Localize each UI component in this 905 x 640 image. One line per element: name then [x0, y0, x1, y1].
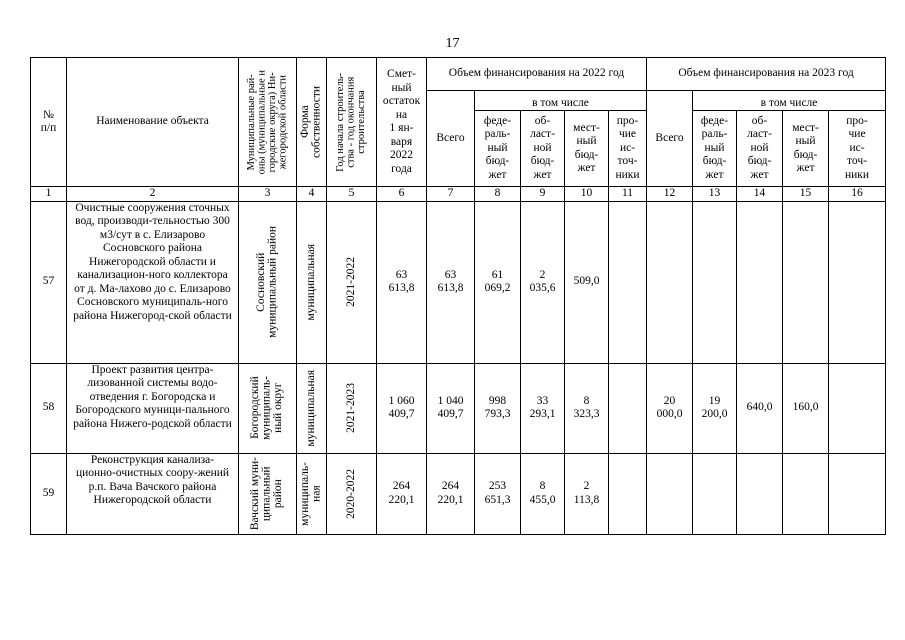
page-number: 17 [445, 36, 460, 51]
object-name: Очистные сооружения сточных вод, производи-тельностью 300 м3/сут в с. Елизарово Сосновского района Нижегородской области и канализацион-ного коллектора от д. Ма-лахово до с. Елизарово Сосновского муниципаль-ного района Нижегород-ской области [67, 201, 239, 363]
ownership-cell [297, 453, 327, 534]
col-num-12: 12 [647, 187, 693, 202]
local-2023-value: 160,0 [783, 363, 829, 453]
federal-2023-value [693, 453, 737, 534]
years-cell [327, 453, 377, 534]
federal-2023-value [693, 201, 737, 363]
other-2022-value [609, 363, 647, 453]
total-2023-value: 20 000,0 [647, 363, 693, 453]
years-cell [327, 201, 377, 363]
header-federal-2023-text: феде- раль- ный бюд- жет [700, 114, 729, 181]
table-row [31, 201, 886, 363]
remainder-value: 264 220,1 [377, 453, 427, 534]
object-name: Проект развития центра-лизованной системы водо-отведения г. Богородска и Богородского муници-пального района Нижего-родской области [67, 363, 239, 453]
federal-2023-value: 19 200,0 [693, 363, 737, 453]
regional-2023-value: 640,0 [737, 363, 783, 453]
header-num [31, 58, 67, 187]
federal-2022-value: 61 069,2 [475, 201, 521, 363]
ownership-text: муниципальная [304, 369, 317, 447]
header-regional-2022-text: об- ласт- ной бюд- жет [530, 114, 555, 181]
federal-2022-value: 998 793,3 [475, 363, 521, 453]
header-districts [239, 58, 297, 187]
col-num-13: 13 [693, 187, 737, 202]
years-cell [327, 363, 377, 453]
header-other-2023 [829, 111, 886, 187]
regional-2023-value [737, 201, 783, 363]
header-total-2023-text: Всего [655, 131, 684, 144]
header-other-2022 [609, 111, 647, 187]
header-regional-2023-text: об- ласт- ной бюд- жет [747, 114, 772, 181]
table-row [31, 363, 886, 453]
header-total-2022-text: Всего [436, 131, 465, 144]
local-2022-value: 8 323,3 [565, 363, 609, 453]
table-row [31, 453, 886, 534]
header-name [67, 58, 239, 187]
header-federal-2022-text: феде- раль- ный бюд- жет [483, 114, 512, 181]
col-num-16: 16 [829, 187, 886, 202]
district-text: Богородский муниципаль- ный округ [249, 376, 285, 440]
ownership-cell [297, 201, 327, 363]
total-2022-value: 264 220,1 [427, 453, 475, 534]
header-remainder [377, 58, 427, 187]
header-districts-text: Муниципальные рай- оны (муниципальные и городские округа) Ни- жегородской области [245, 69, 288, 175]
regional-2022-value: 8 455,0 [521, 453, 565, 534]
header-federal-2023 [693, 111, 737, 187]
col-num-14: 14 [737, 187, 783, 202]
other-2022-value [609, 453, 647, 534]
col-num-15: 15 [783, 187, 829, 202]
district-cell [239, 201, 297, 363]
header-name-text: Наименование объекта [96, 115, 209, 128]
years-text: 2021-2022 [344, 257, 357, 307]
years-text: 2020-2022 [344, 468, 357, 519]
district-cell [239, 363, 297, 453]
header-fin-2023 [647, 58, 886, 91]
header-local-2023-text: мест- ный бюд- жет [792, 121, 819, 174]
header-fin-2022 [427, 58, 647, 91]
header-total-2022 [427, 91, 475, 187]
row-num: 58 [31, 363, 67, 453]
header-incl-2023-text: в том числе [760, 96, 818, 109]
other-2022-value [609, 201, 647, 363]
col-num-7: 7 [427, 187, 475, 202]
col-num-4: 4 [297, 187, 327, 202]
remainder-value: 63 613,8 [377, 201, 427, 363]
header-federal-2022 [475, 111, 521, 187]
row-num: 59 [31, 453, 67, 534]
other-2023-value [829, 363, 886, 453]
remainder-value: 1 060 409,7 [377, 363, 427, 453]
total-2022-value: 1 040 409,7 [427, 363, 475, 453]
header-other-2022-text: про- чие ис- точ- ники [615, 114, 640, 181]
col-num-5: 5 [327, 187, 377, 202]
header-incl-2022-text: в том числе [532, 96, 589, 109]
local-2022-value: 509,0 [565, 201, 609, 363]
col-num-2: 2 [67, 187, 239, 202]
header-regional-2022 [521, 111, 565, 187]
years-text: 2021-2023 [344, 383, 357, 433]
header-regional-2023 [737, 111, 783, 187]
district-text: Вачский муни- ципальный район [249, 456, 285, 531]
header-total-2023 [647, 91, 693, 187]
header-years-text: Год начала строитель- ства - год окончания строительства [334, 72, 367, 172]
header-incl-2022 [475, 91, 647, 111]
header-incl-2023 [693, 91, 886, 111]
header-num-text: № п/п [40, 108, 57, 134]
federal-2022-value: 253 651,3 [475, 453, 521, 534]
header-other-2023-text: про- чие ис- точ- ники [844, 114, 870, 181]
header-local-2023 [783, 111, 829, 187]
total-2023-value [647, 201, 693, 363]
header-local-2022-text: мест- ный бюд- жет [573, 121, 600, 174]
total-2022-value: 63 613,8 [427, 201, 475, 363]
col-num-10: 10 [565, 187, 609, 202]
col-num-11: 11 [609, 187, 647, 202]
regional-2022-value: 2 035,6 [521, 201, 565, 363]
objects-table [30, 57, 886, 535]
col-num-9: 9 [521, 187, 565, 202]
header-years [327, 58, 377, 187]
other-2023-value [829, 453, 886, 534]
header-local-2022 [565, 111, 609, 187]
district-cell [239, 453, 297, 534]
local-2022-value: 2 113,8 [565, 453, 609, 534]
regional-2023-value [737, 453, 783, 534]
header-fin-2023-text: Объем финансирования на 2023 год [678, 67, 854, 80]
other-2023-value [829, 201, 886, 363]
header-ownership-text: Форма собственности [299, 86, 323, 158]
col-num-8: 8 [475, 187, 521, 202]
ownership-text: муниципаль- ная [299, 461, 323, 526]
ownership-text: муниципальная [304, 243, 317, 321]
col-num-1: 1 [31, 187, 67, 202]
local-2023-value [783, 201, 829, 363]
local-2023-value [783, 453, 829, 534]
header-remainder-text: Смет- ный остаток на 1 ян- варя 2022 года [382, 68, 421, 175]
regional-2022-value: 33 293,1 [521, 363, 565, 453]
column-numbers-row [31, 187, 886, 202]
total-2023-value [647, 453, 693, 534]
object-name: Реконструкция канализа-ционно-очистных соору-жений р.п. Вача Вачского района Нижегородской области [67, 453, 239, 534]
ownership-cell [297, 363, 327, 453]
header-ownership [297, 58, 327, 187]
district-text: Сосновский муниципальный район [255, 226, 279, 338]
col-num-6: 6 [377, 187, 427, 202]
row-num: 57 [31, 201, 67, 363]
col-num-3: 3 [239, 187, 297, 202]
header-fin-2022-text: Объем финансирования на 2022 год [448, 67, 625, 80]
